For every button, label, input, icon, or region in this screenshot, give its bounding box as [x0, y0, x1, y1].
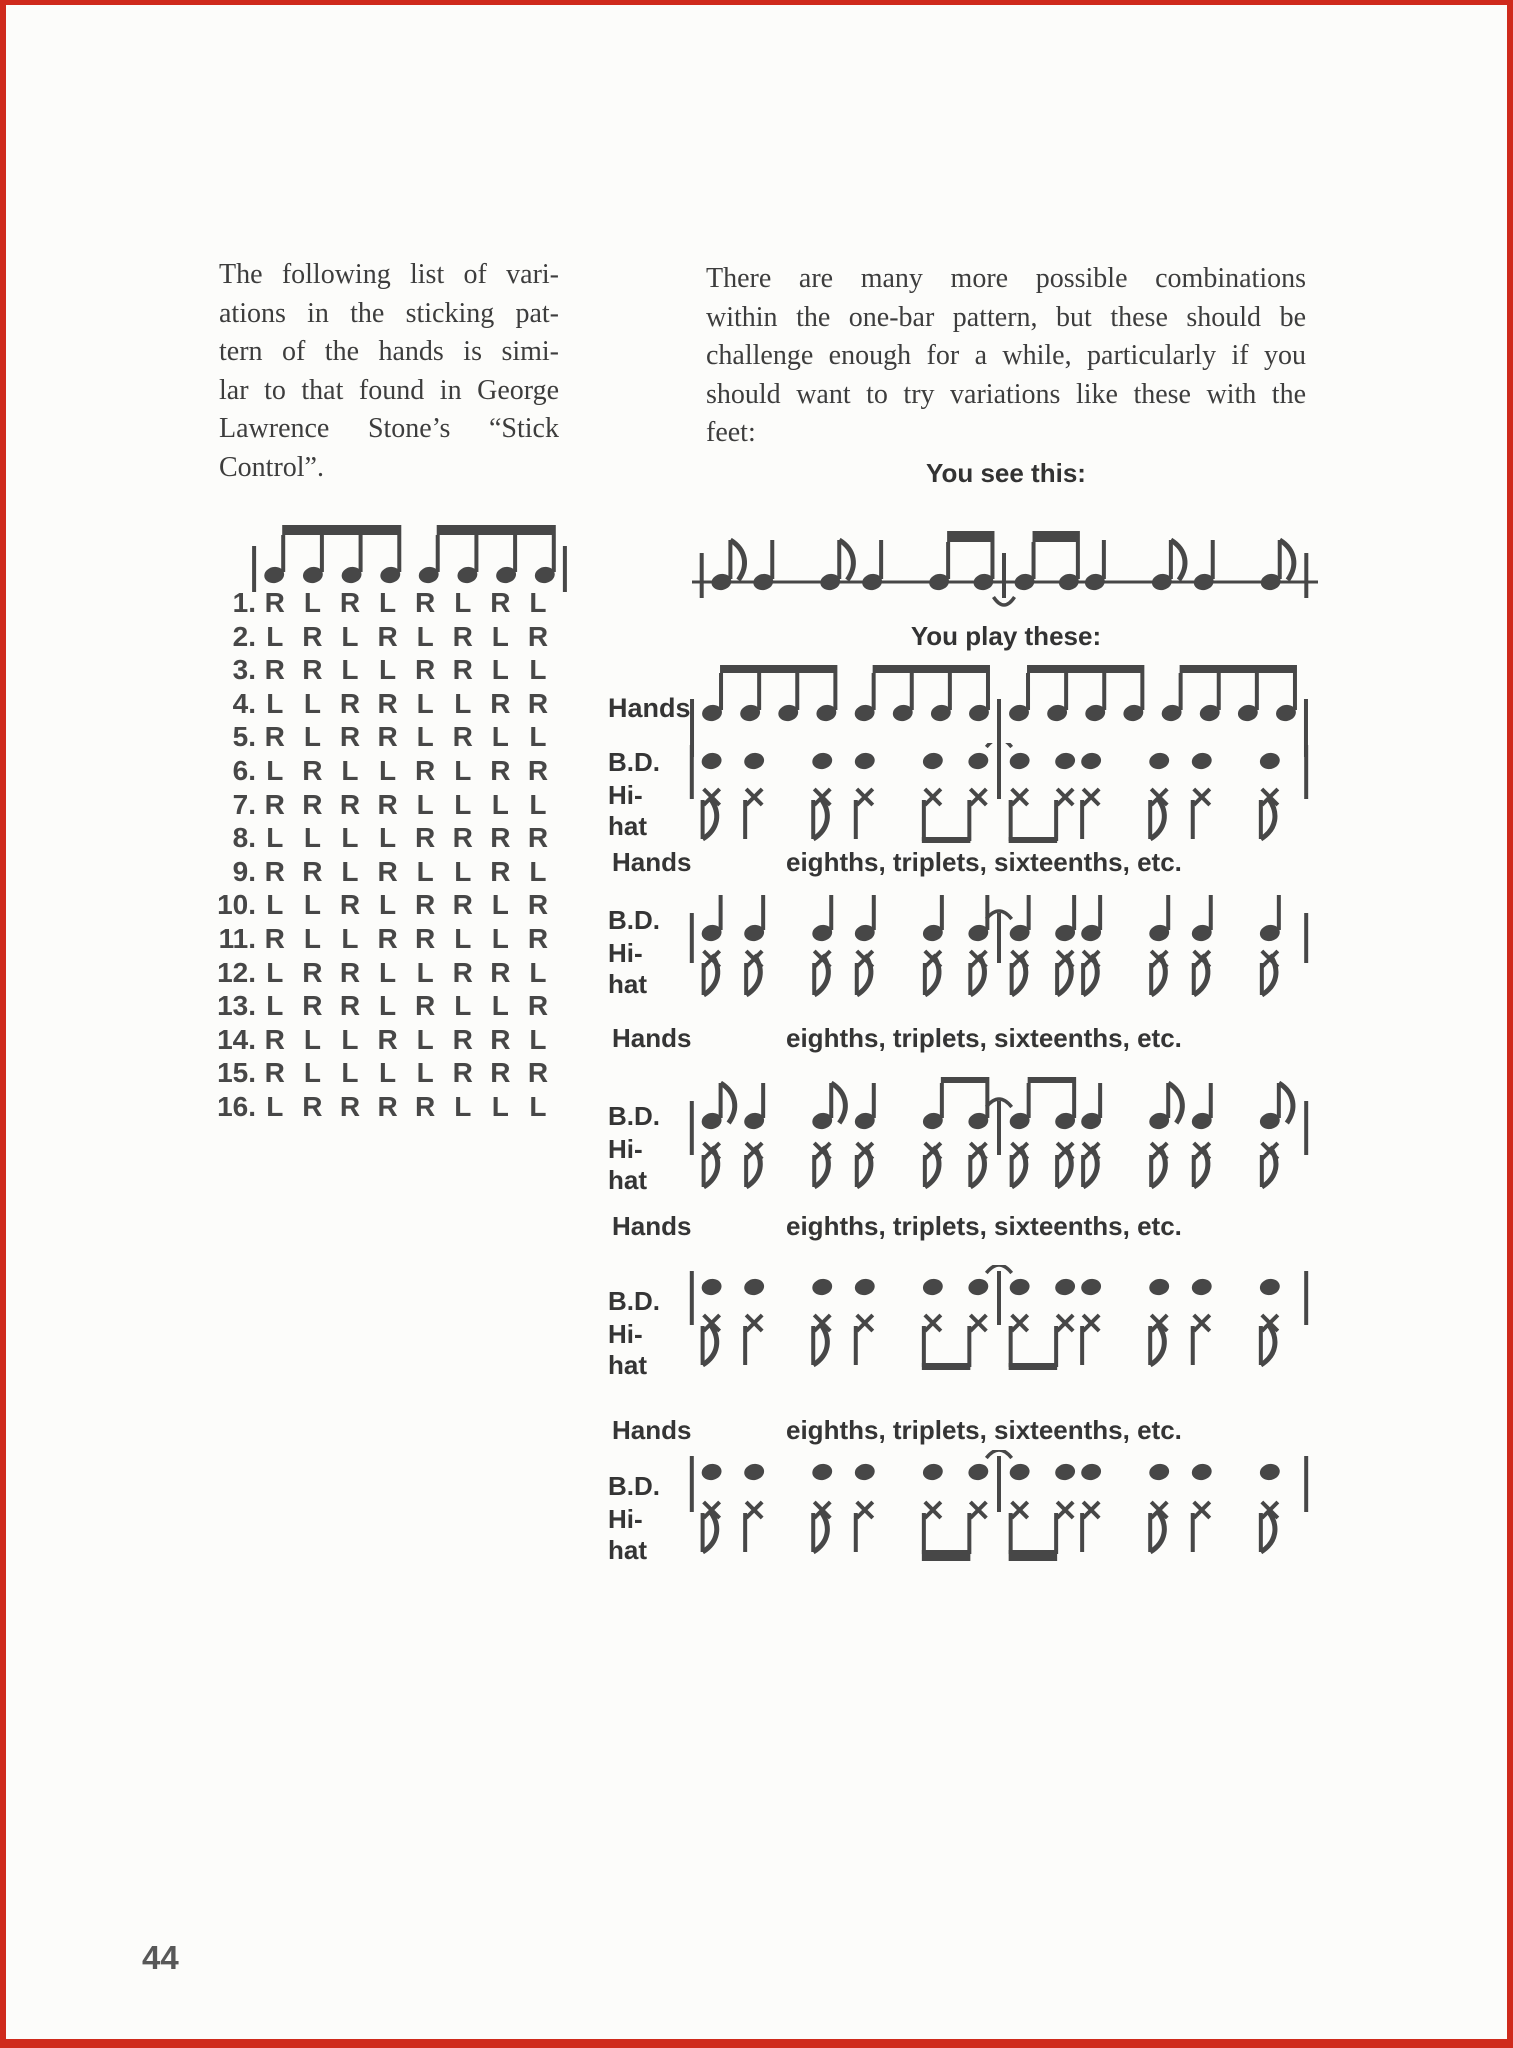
stick-letter: R	[415, 1090, 436, 1122]
stick-letter: L	[266, 1090, 284, 1122]
stick-letter: R	[302, 1090, 323, 1122]
stick-letter: R	[490, 754, 511, 786]
list-row-number: 10.	[217, 889, 256, 921]
list-row-number: 11.	[218, 922, 256, 954]
stick-letter: L	[379, 654, 397, 686]
stick-letter: L	[341, 1023, 359, 1055]
list-row	[181, 1090, 557, 1124]
stick-letter: L	[303, 1057, 321, 1089]
stick-letter: L	[416, 620, 434, 652]
paragraph-line: Lawrence Stone’s “Stick	[219, 413, 559, 444]
stick-letter: L	[379, 754, 397, 786]
stick-letter: R	[490, 587, 511, 618]
stick-letter: R	[377, 855, 398, 887]
stick-letter: L	[303, 822, 321, 854]
stick-letter: R	[415, 754, 436, 786]
hihat-label: Hi-hat	[608, 938, 647, 999]
hands-label: Hands	[612, 847, 692, 877]
hihat-label: Hi-hat	[608, 780, 647, 841]
stick-letter: L	[529, 1090, 547, 1122]
stick-letter: R	[302, 654, 323, 686]
hands-label: Hands	[612, 1415, 692, 1445]
list-row	[181, 922, 557, 956]
stick-letter: L	[379, 1057, 397, 1089]
list-row-number: 2.	[232, 620, 256, 652]
list-row-number: 15.	[217, 1057, 256, 1089]
stick-letter: R	[264, 1057, 285, 1089]
stick-letter: L	[303, 587, 321, 618]
stick-letter: L	[416, 1023, 434, 1055]
etc-text: eighths, triplets, sixteenths, etc.	[786, 1211, 1182, 1241]
stick-letter: L	[454, 990, 472, 1022]
heading-you-see-this: You see this:	[926, 458, 1086, 488]
list-row-number: 13.	[217, 990, 256, 1022]
stick-letter: R	[527, 620, 549, 652]
bd-hihat-notation-5	[682, 1450, 1318, 1565]
stick-letter: L	[303, 1023, 321, 1055]
list-row	[181, 1056, 557, 1090]
heading-you-play-these: You play these:	[910, 621, 1102, 651]
stick-letter: R	[377, 788, 398, 820]
stick-letter: L	[491, 889, 509, 921]
stick-letter: R	[302, 956, 323, 988]
stick-letter: L	[454, 754, 472, 786]
bd-label: B.D.	[608, 1471, 660, 1501]
sticking-list	[181, 586, 557, 1124]
stick-letter: L	[416, 788, 434, 820]
list-row-number: 4.	[232, 687, 256, 719]
stick-letter: R	[415, 922, 436, 954]
stick-letter: L	[491, 922, 509, 954]
stick-letter: L	[529, 1023, 547, 1055]
hands-etc-row-3	[612, 1211, 1232, 1245]
stick-letter: R	[264, 721, 285, 753]
list-row-number: 16.	[217, 1090, 256, 1122]
stick-letter: L	[416, 855, 434, 887]
stick-letter: L	[491, 788, 509, 820]
stick-letter: R	[377, 620, 398, 652]
stick-letter: L	[491, 990, 509, 1022]
stick-letter: R	[264, 788, 285, 820]
stick-letter: L	[303, 889, 321, 921]
stick-letter: L	[266, 754, 284, 786]
list-row	[181, 586, 557, 620]
stick-letter: R	[415, 889, 436, 921]
list-row-number: 8.	[232, 822, 256, 854]
stick-letter: R	[452, 620, 473, 652]
list-row	[181, 989, 557, 1023]
bd-hihat-label-5	[608, 1471, 660, 1565]
stick-letter: L	[341, 620, 359, 652]
bd-hihat-notation-4	[682, 1265, 1318, 1370]
paragraph-line: within the one-bar pattern, but these should be	[706, 301, 1306, 333]
list-row-number: 3.	[232, 654, 256, 686]
stick-letter: R	[490, 956, 511, 988]
list-row	[181, 687, 557, 721]
etc-text: eighths, triplets, sixteenths, etc.	[786, 847, 1182, 877]
stick-letter: L	[416, 687, 434, 719]
stick-letter: L	[303, 721, 321, 753]
list-row	[181, 620, 557, 654]
list-row-number: 1.	[232, 587, 256, 618]
stick-letter: L	[379, 822, 397, 854]
stick-letter: L	[454, 922, 472, 954]
stick-letter: R	[264, 1023, 285, 1055]
stick-letter: L	[454, 587, 472, 618]
stick-letter: L	[303, 922, 321, 954]
stick-letter: R	[339, 687, 361, 719]
paragraph-line: ations in the sticking pat-	[219, 297, 559, 329]
stick-letter: R	[452, 889, 473, 921]
etc-text: eighths, triplets, sixteenths, etc.	[786, 1023, 1182, 1053]
paragraph-line: feet:	[706, 417, 756, 448]
stick-letter: L	[454, 687, 472, 719]
bd-hihat-label-2	[608, 905, 660, 999]
stick-letter: R	[490, 687, 511, 719]
list-row	[181, 1023, 557, 1057]
stick-letter: R	[452, 956, 473, 988]
stick-letter: R	[452, 654, 473, 686]
hihat-label: Hi-hat	[608, 1504, 647, 1565]
stick-letter: R	[527, 1057, 549, 1089]
stick-letter: R	[452, 822, 473, 854]
hands-etc-row-4	[612, 1415, 1232, 1449]
hihat-label: Hi-hat	[608, 1319, 647, 1380]
bd-hihat-notation-1	[682, 743, 1318, 843]
bd-hihat-label-1	[608, 747, 660, 841]
stick-letter: L	[266, 889, 284, 921]
stick-letter: R	[377, 1090, 398, 1122]
stick-letter: R	[264, 587, 285, 618]
stick-letter: R	[339, 788, 361, 820]
stick-letter: R	[264, 922, 285, 954]
stick-letter: R	[302, 990, 323, 1022]
bd-hihat-notation-2	[682, 891, 1318, 1006]
bd-hihat-label-4	[608, 1286, 660, 1380]
stick-letter: L	[416, 956, 434, 988]
stick-letter: R	[339, 1090, 361, 1122]
list-row-number: 14.	[217, 1023, 256, 1055]
stick-letter: R	[377, 687, 398, 719]
stick-letter: R	[527, 754, 549, 786]
stick-letter: R	[302, 620, 323, 652]
list-row-number: 6.	[232, 754, 256, 786]
list-row	[181, 855, 557, 889]
stick-letter: R	[452, 1023, 473, 1055]
etc-text: eighths, triplets, sixteenths, etc.	[786, 1415, 1182, 1445]
stick-letter: R	[302, 855, 323, 887]
list-row-number: 5.	[232, 721, 256, 753]
hands-label: Hands	[612, 1211, 692, 1241]
list-row	[181, 788, 557, 822]
bd-label: B.D.	[608, 1286, 660, 1316]
list-row	[181, 754, 557, 788]
list-row-number: 9.	[232, 855, 256, 887]
stick-letter: L	[529, 721, 547, 753]
stick-letter: L	[454, 855, 472, 887]
paragraph-line: should want to try variations like these with the	[706, 378, 1306, 410]
paragraph-line: Control”.	[219, 451, 324, 483]
stick-letter: L	[491, 620, 509, 652]
stick-letter: R	[339, 956, 361, 988]
stick-letter: R	[339, 990, 361, 1022]
bd-label: B.D.	[608, 747, 660, 777]
stick-letter: R	[415, 822, 436, 854]
page-number: 44	[142, 1939, 179, 1976]
stick-letter: R	[339, 587, 361, 618]
hands-label: Hands	[608, 693, 691, 723]
stick-letter: R	[452, 721, 473, 753]
stick-letter: L	[379, 889, 397, 921]
stick-letter: L	[529, 587, 547, 618]
stick-letter: L	[379, 587, 397, 618]
hands-etc-row-1	[612, 847, 1232, 881]
stick-letter: L	[491, 1090, 509, 1122]
stick-letter: R	[527, 990, 549, 1022]
stick-letter: L	[341, 654, 359, 686]
stick-letter: L	[529, 956, 547, 988]
bd-label: B.D.	[608, 905, 660, 935]
stick-letter: L	[266, 990, 284, 1022]
stick-letter: L	[416, 721, 434, 753]
stick-letter: R	[415, 587, 436, 618]
list-row	[181, 888, 557, 922]
stick-letter: L	[341, 822, 359, 854]
bd-hihat-notation-3	[682, 1077, 1318, 1192]
stick-letter: R	[377, 721, 398, 753]
stick-letter: R	[527, 922, 549, 954]
stick-letter: R	[377, 922, 398, 954]
stick-letter: L	[341, 1057, 359, 1089]
stick-letter: L	[266, 822, 284, 854]
paragraph-line: There are many more possible combinations	[706, 263, 1306, 294]
hands-label: Hands	[612, 1023, 692, 1053]
paragraph-line: tern of the hands is simi-	[219, 336, 559, 367]
list-row	[181, 821, 557, 855]
paragraph-line: The following list of vari-	[219, 259, 559, 290]
stick-letter: R	[302, 788, 323, 820]
bd-label: B.D.	[608, 1101, 660, 1131]
stick-letter: R	[490, 1023, 511, 1055]
stick-letter: L	[491, 654, 509, 686]
stick-letter: L	[529, 788, 547, 820]
stick-letter: L	[379, 956, 397, 988]
stick-letter: R	[452, 1057, 473, 1089]
stick-letter: L	[491, 721, 509, 753]
stick-letter: L	[529, 654, 547, 686]
stick-letter: L	[266, 956, 284, 988]
stick-letter: R	[415, 654, 436, 686]
stick-letter: R	[490, 855, 511, 887]
list-row	[181, 956, 557, 990]
stick-letter: L	[454, 1090, 472, 1122]
stick-letter: L	[529, 855, 547, 887]
stick-letter: L	[266, 687, 284, 719]
list-row-number: 12.	[217, 956, 256, 988]
stick-letter: L	[454, 788, 472, 820]
stick-letter: L	[416, 1057, 434, 1089]
stick-letter: R	[527, 822, 549, 854]
list-row-number: 7.	[232, 788, 256, 820]
left-paragraph	[219, 256, 559, 487]
hihat-label: Hi-hat	[608, 1134, 647, 1195]
stick-letter: L	[341, 922, 359, 954]
stick-letter: L	[341, 754, 359, 786]
stick-letter: R	[264, 654, 285, 686]
stick-letter: R	[302, 754, 323, 786]
stick-letter: L	[266, 620, 284, 652]
stick-letter: L	[379, 990, 397, 1022]
hands-etc-row-2	[612, 1023, 1232, 1057]
paragraph-line: challenge enough for a while, particularly if you	[706, 340, 1306, 371]
stick-letter: R	[527, 687, 549, 719]
stick-letter: R	[490, 822, 511, 854]
list-row	[181, 653, 557, 687]
bd-hihat-label-3	[608, 1101, 660, 1195]
right-paragraph	[706, 260, 1306, 453]
stick-letter: R	[527, 889, 549, 921]
stick-letter: L	[303, 687, 321, 719]
stick-letter: R	[264, 855, 285, 887]
stick-letter: R	[415, 990, 436, 1022]
you-see-this-notation	[692, 510, 1318, 615]
list-row	[181, 720, 557, 754]
stick-letter: R	[339, 721, 361, 753]
stick-letter: R	[339, 889, 361, 921]
stick-letter: R	[377, 1023, 398, 1055]
stick-letter: R	[490, 1057, 511, 1089]
paragraph-line: lar to that found in George	[219, 374, 559, 406]
stick-letter: L	[341, 855, 359, 887]
